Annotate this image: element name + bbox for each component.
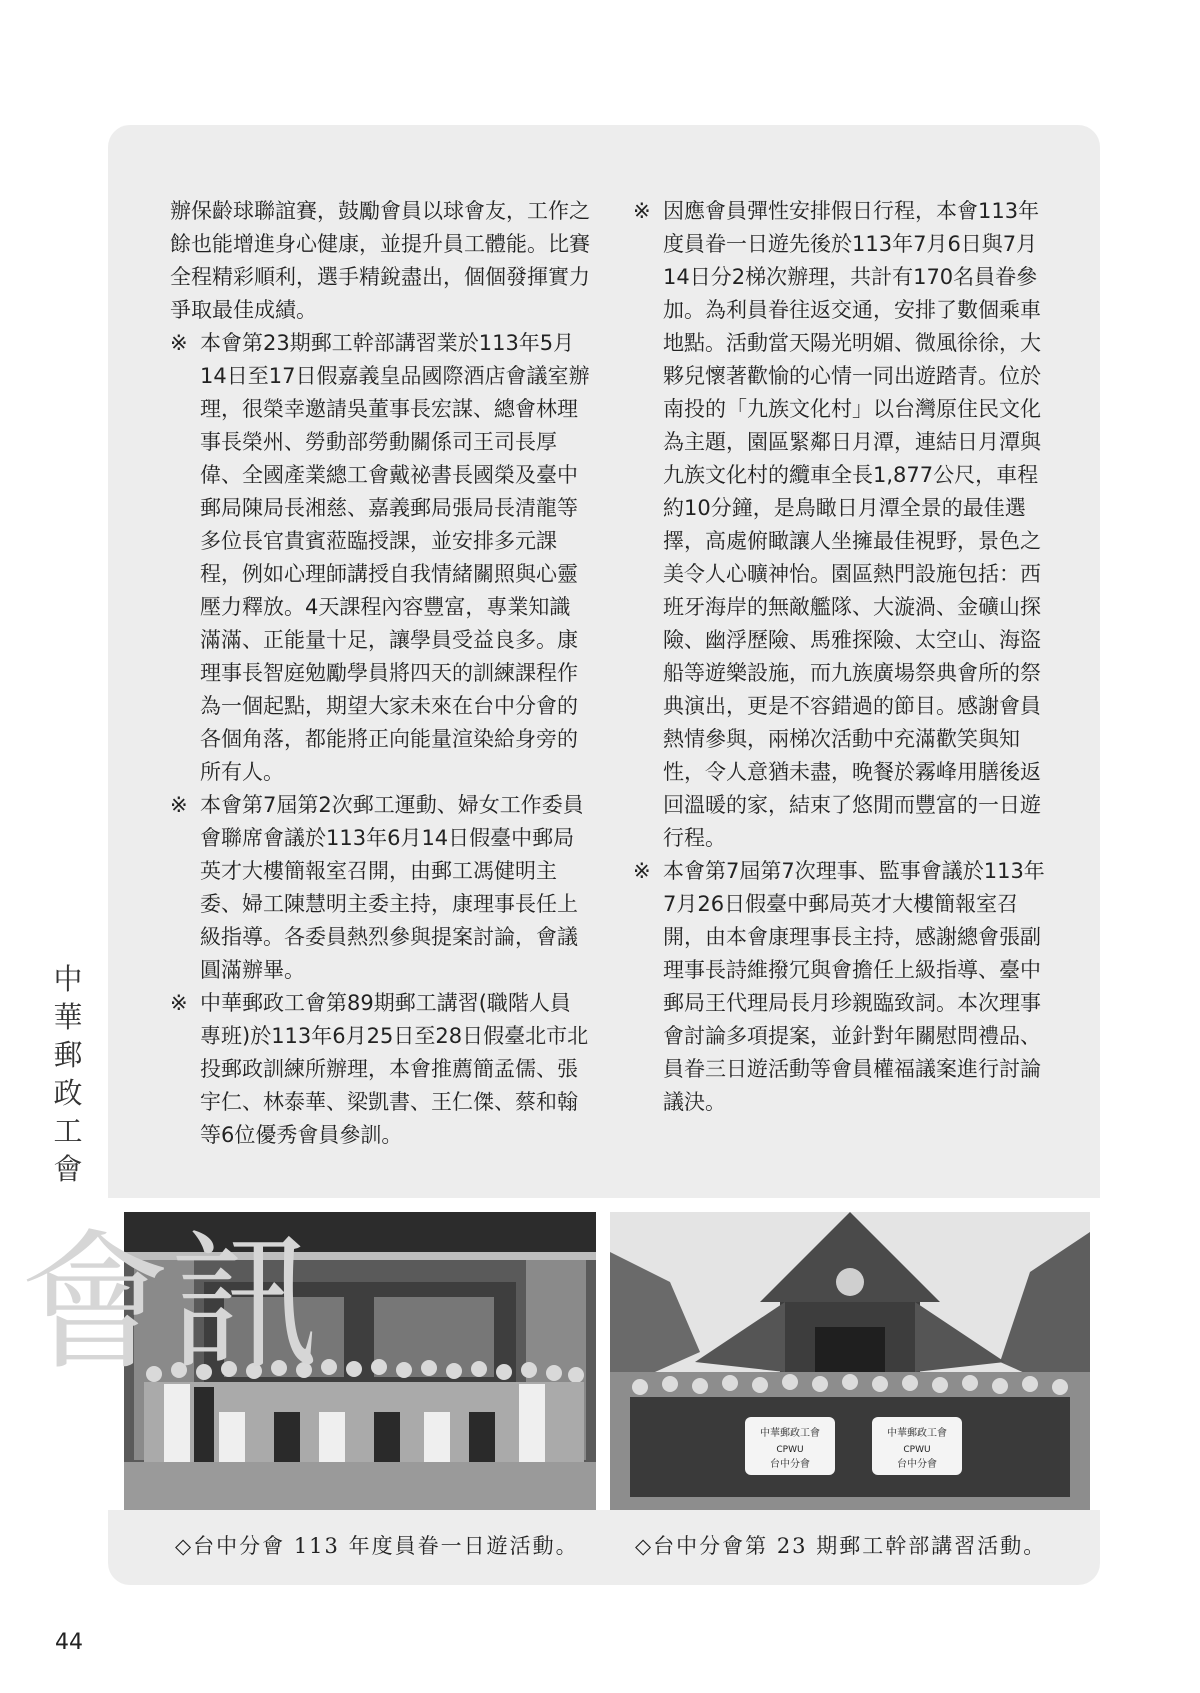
reference-mark: ※ [633, 199, 651, 223]
watermark-text: 會訊 [20, 1217, 321, 1391]
reference-mark: ※ [170, 793, 188, 817]
reference-mark: ※ [170, 331, 188, 355]
watermark-graphic [0, 1205, 321, 1615]
photo-village-group [610, 1212, 1090, 1510]
left-text-column [170, 195, 590, 1152]
side-title: 中 華 郵 政 工 會 [53, 962, 83, 1186]
calligraphy-watermark [0, 1205, 321, 1615]
banner-right-line2: CPWU [903, 1445, 931, 1455]
paragraph-family-trip: ※ 因應會員彈性安排假日行程，本會113年度員眷一日遊先後於113年7月6日與7月14日分2梯次辦理，共計有170名員眷參加。為利員眷往返交通，安排了數個乘車地點。活動當天陽光明媚、微風徐徐，大夥兒懷著歡愉的心情一同出遊踏青。位於南投的「九族文化村」以台灣原住民文化為主題，園區緊鄰日月潭，連結日月潭與九族文化村的纜車全長1,877公尺，車程約10分鐘，是鳥瞰日月潭全景的最佳選擇，高處俯瞰讓人坐擁最佳視野，景色之美令人心曠神怡。園區熱門設施包括：西班牙海岸的無敵艦隊、大漩渦、金礦山探險、幽浮歷險、馬雅探險、太空山、海盜船等遊樂設施，而九族廣場祭典會所的祭典演出，更是不容錯過的節目。感謝會員熱情參與，兩梯次活動中充滿歡笑與知性，令人意猶未盡，晚餐於霧峰用膳後返回溫暖的家，結束了悠閒而豐富的一日遊行程。 [633, 195, 1053, 855]
village-group-photo [610, 1212, 1090, 1510]
caption-right: ◇台中分會第 23 期郵工幹部講習活動。 [635, 1534, 1047, 1558]
banner-left-line2: CPWU [776, 1445, 804, 1455]
union-banner-right [872, 1417, 962, 1475]
paragraph-postal-training: ※ 中華郵政工會第89期郵工講習(職階人員專班)於113年6月25日至28日假臺北市北投郵政訓練所辦理，本會推薦簡孟儒、張宇仁、林泰華、梁凱書、王仁傑、蔡和翰等6位優秀會員參訓。 [170, 987, 590, 1152]
banner-right-line1: 中華郵政工會 [887, 1428, 947, 1439]
paragraph-board-meeting: ※ 本會第7屆第7次理事、監事會議於113年7月26日假臺中郵局英才大樓簡報室召開，由本會康理事長主持，感謝總會張副理事長詩維撥冗與會擔任上級指導、臺中郵局王代理局長月珍親臨致詞。本次理事會討論多項提案，並針對年關慰問禮品、員眷三日遊活動等會員權福議案進行討論議決。 [633, 855, 1053, 1119]
paragraph-bowling: 辦保齡球聯誼賽，鼓勵會員以球會友，工作之餘也能增進身心健康，並提升員工體能。比賽全程精彩順利，選手精銳盡出，個個發揮實力爭取最佳成績。 [170, 199, 590, 322]
banner-left-line1: 中華郵政工會 [760, 1428, 820, 1439]
page-number: 44 [55, 1630, 83, 1655]
right-text-column [633, 195, 1053, 1119]
banner-right-line3: 台中分會 [897, 1459, 937, 1470]
reference-mark: ※ [633, 859, 651, 883]
caption-left: ◇台中分會 113 年度員眷一日遊活動。 [175, 1534, 579, 1558]
banner-left-line3: 台中分會 [770, 1459, 810, 1470]
paragraph-committee-meeting: ※ 本會第7屆第2次郵工運動、婦女工作委員會聯席會議於113年6月14日假臺中郵局英才大樓簡報室召開，由郵工馮健明主委、婦工陳慧明主委主持，康理事長任上級指導。各委員熱烈參與提案討論，會議圓滿辦畢。 [170, 789, 590, 987]
reference-mark: ※ [170, 991, 188, 1015]
paragraph-cadre-training: ※ 本會第23期郵工幹部講習業於113年5月14日至17日假嘉義皇品國際酒店會議室辦理，很榮幸邀請吳董事長宏謀、總會林理事長榮州、勞動部勞動關係司王司長厚偉、全國產業總工會戴祕書長國榮及臺中郵局陳局長湘慈、嘉義郵局張局長清龍等多位長官貴賓蒞臨授課，並安排多元課程，例如心理師講授自我情緒關照與心靈壓力釋放。4天課程內容豐富，專業知識滿滿、正能量十足，讓學員受益良多。康理事長智庭勉勵學員將四天的訓練課程作為一個起點，期望大家未來在台中分會的各個角落，都能將正向能量渲染給身旁的所有人。 [170, 327, 590, 789]
union-banner-left [745, 1417, 835, 1475]
